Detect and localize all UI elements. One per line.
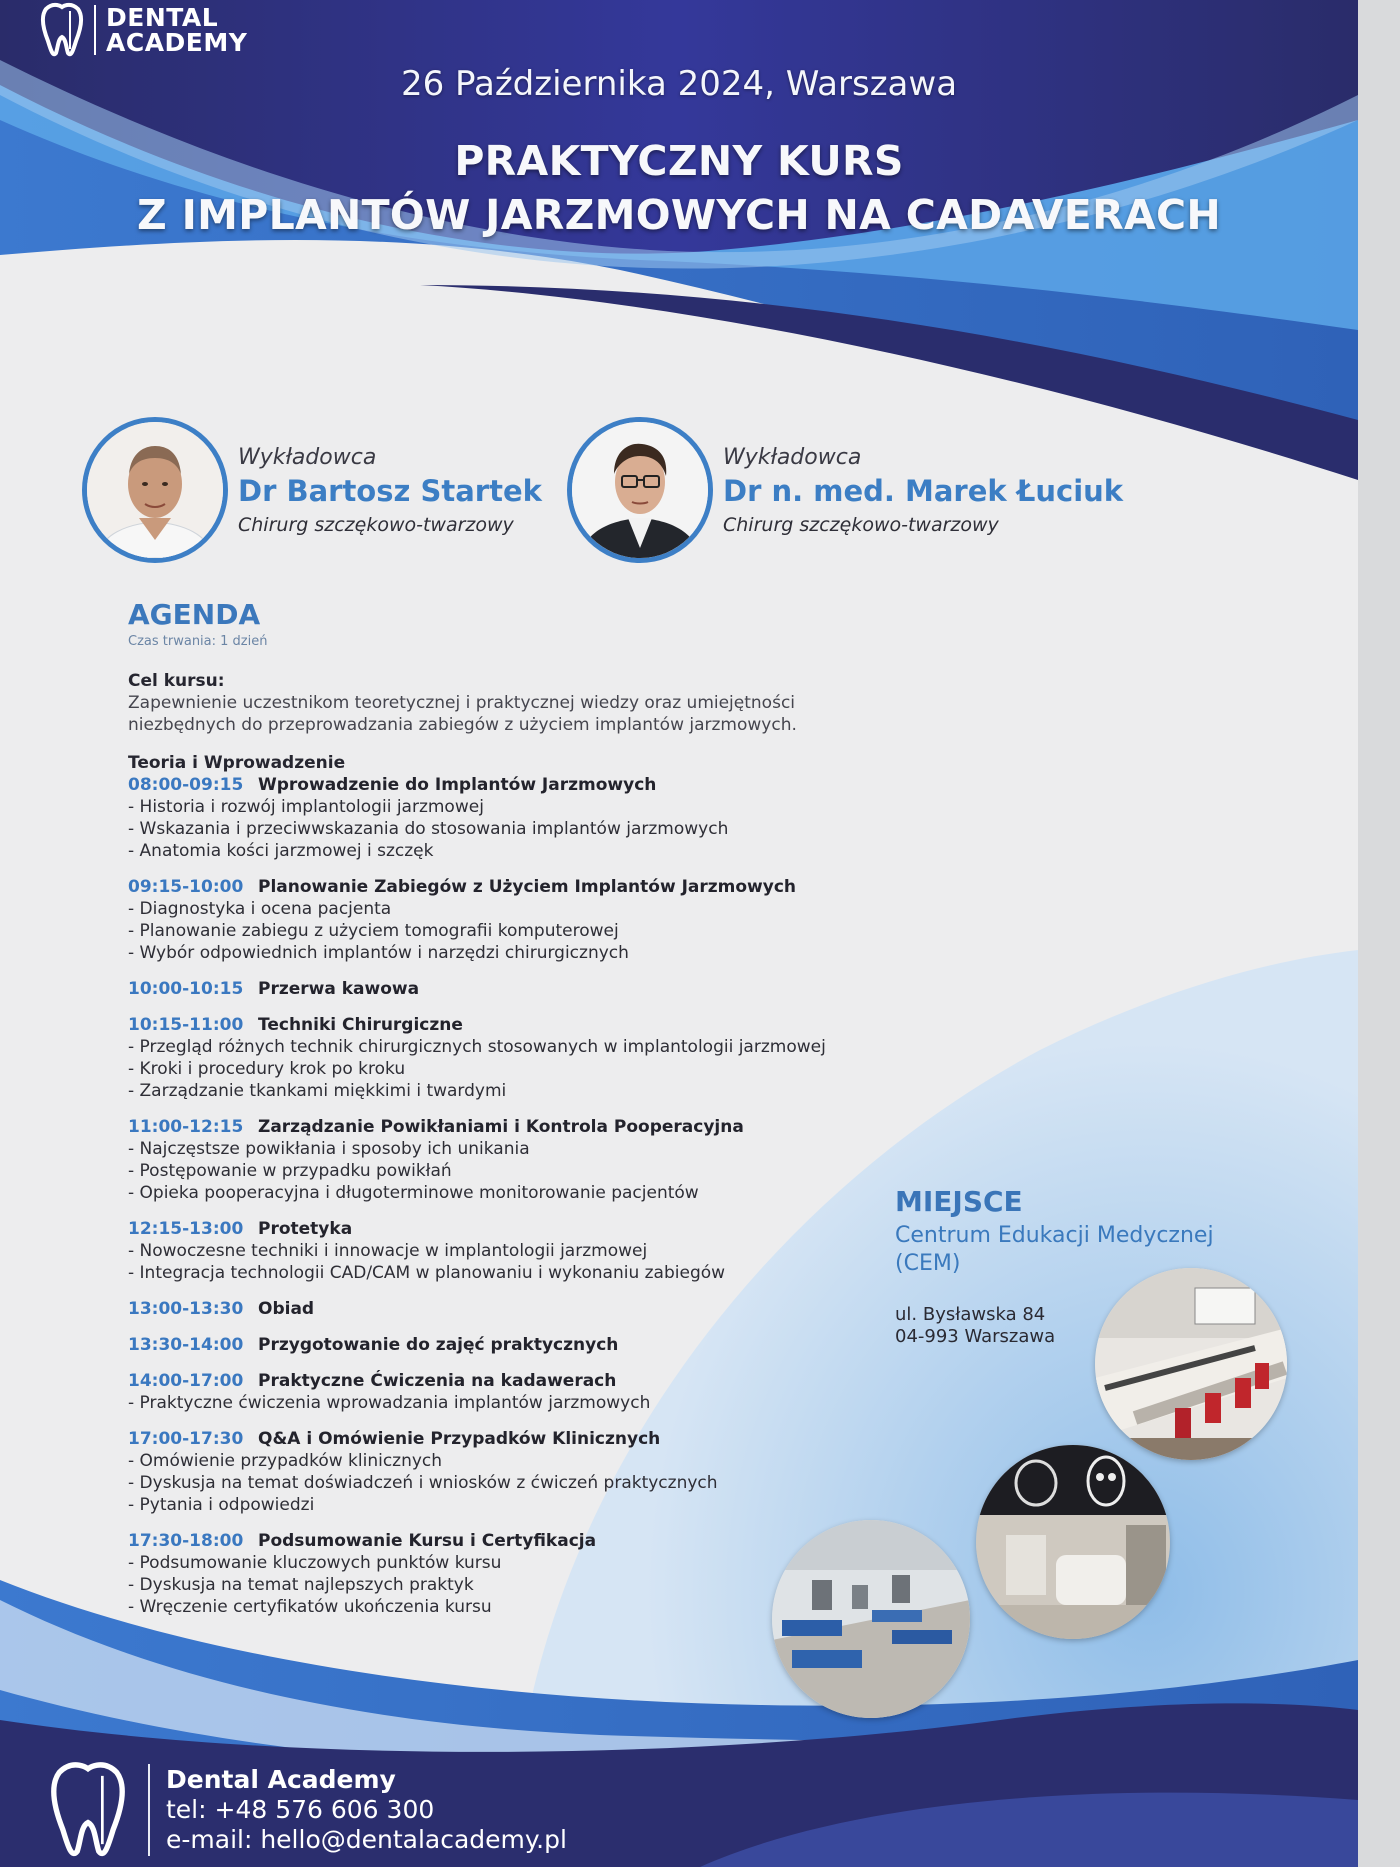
agenda-session — [128, 876, 908, 964]
event-date: 26 Października 2024, Warszawa — [400, 64, 958, 104]
session-title: Praktyczne Ćwiczenia na kadawerach — [258, 1371, 617, 1391]
agenda-session — [128, 1014, 908, 1102]
session-topic: - Wybór odpowiednich implantów i narzędzi chirurgicznych — [128, 943, 629, 963]
lecturer-1-role: Wykładowca — [238, 444, 377, 470]
session-topic: - Historia i rozwój implantologii jarzmowej — [128, 797, 484, 817]
session-topic: - Integracja technologii CAD/CAM w planowaniu i wykonaniu zabiegów — [128, 1263, 726, 1283]
agenda-section — [128, 598, 908, 1618]
goal-text-line-1: Zapewnienie uczestnikom teoretycznej i praktycznej wiedzy oraz umiejętności — [128, 693, 796, 713]
session-header — [128, 1334, 908, 1356]
session-time: 12:15-13:00 — [128, 1219, 244, 1239]
session-title: Obiad — [258, 1299, 315, 1319]
agenda-session — [128, 1218, 908, 1284]
session-time: 14:00-17:00 — [128, 1371, 244, 1391]
session-header — [128, 1370, 908, 1392]
lecturer-1-name: Dr Bartosz Startek — [238, 473, 542, 508]
venue-photo-lab — [772, 1520, 970, 1718]
session-topic: - Dyskusja na temat najlepszych praktyk — [128, 1575, 474, 1595]
session-title: Protetyka — [258, 1219, 353, 1239]
session-header — [128, 774, 908, 796]
session-header — [128, 1218, 908, 1240]
session-topic: - Nowoczesne techniki i innowacje w implantologii jarzmowej — [128, 1241, 648, 1261]
session-time: 17:00-17:30 — [128, 1429, 244, 1449]
agenda-session — [128, 1334, 908, 1356]
footer-divider — [148, 1764, 150, 1856]
session-header — [128, 876, 908, 898]
agenda-session — [128, 1298, 908, 1320]
venue-name-line-2: (CEM) — [895, 1251, 961, 1276]
venue-name — [895, 1222, 1315, 1278]
tooth-icon — [40, 1, 84, 59]
session-topic: - Podsumowanie kluczowych punktów kursu — [128, 1553, 502, 1573]
course-title-line-2: Z IMPLANTÓW JARZMOWYCH NA CADAVERACH — [136, 191, 1222, 239]
session-header — [128, 1116, 908, 1138]
course-goal — [128, 671, 908, 736]
session-header — [128, 978, 908, 1000]
lecturer-card-2 — [567, 415, 1123, 565]
agenda-session — [128, 1116, 908, 1204]
session-topic: - Pytania i odpowiedzi — [128, 1495, 315, 1515]
session-topic: - Wskazania i przeciwwskazania do stosowania implantów jarzmowych — [128, 819, 729, 839]
lecturer-2-portrait — [567, 417, 713, 563]
session-topic: - Wręczenie certyfikatów ukończenia kursu — [128, 1597, 492, 1617]
session-topic: - Planowanie zabiegu z użyciem tomografii komputerowej — [128, 921, 619, 941]
footer-email[interactable]: e-mail: hello@dentalacademy.pl — [166, 1825, 567, 1854]
course-title-line-1: PRAKTYCZNY KURS — [454, 137, 904, 185]
tooth-icon — [40, 1758, 136, 1862]
session-list — [128, 774, 908, 1618]
session-topic: - Praktyczne ćwiczenia wprowadzania implantów jarzmowych — [128, 1393, 651, 1413]
lecturer-2-role: Wykładowca — [723, 444, 862, 470]
session-topic: - Najczęstsze powikłania i sposoby ich unikania — [128, 1139, 530, 1159]
session-topic: - Opieka pooperacyjna i długoterminowe monitorowanie pacjentów — [128, 1183, 699, 1203]
footer — [40, 1755, 567, 1865]
session-topic: - Diagnostyka i ocena pacjenta — [128, 899, 392, 919]
venue-title: MIEJSCE — [895, 1185, 1023, 1218]
agenda-duration: Czas trwania: 1 dzień — [128, 634, 268, 649]
session-title: Podsumowanie Kursu i Certyfikacja — [258, 1531, 597, 1551]
session-topic: - Dyskusja na temat doświadczeń i wniosków z ćwiczeń praktycznych — [128, 1473, 718, 1493]
agenda-session — [128, 1428, 908, 1516]
session-time: 11:00-12:15 — [128, 1117, 244, 1137]
section-heading: Teoria i Wprowadzenie — [128, 753, 346, 773]
footer-brand: Dental Academy — [166, 1765, 396, 1794]
venue-photo-scan-room — [976, 1445, 1170, 1639]
session-title: Planowanie Zabiegów z Użyciem Implantów Jarzmowych — [258, 877, 797, 897]
session-topic: - Postępowanie w przypadku powikłań — [128, 1161, 452, 1181]
session-header — [128, 1530, 908, 1552]
goal-label: Cel kursu: — [128, 671, 225, 691]
session-time: 08:00-09:15 — [128, 775, 244, 795]
session-time: 09:15-10:00 — [128, 877, 244, 897]
footer-contact — [166, 1765, 567, 1855]
logo-text — [106, 5, 247, 55]
logo-line-1: DENTAL — [106, 3, 219, 32]
session-topic: - Anatomia kości jarzmowej i szczęk — [128, 841, 434, 861]
agenda-session — [128, 1370, 908, 1414]
lecturer-1-specialty: Chirurg szczękowo-twarzowy — [238, 513, 514, 536]
agenda-title: AGENDA — [128, 598, 261, 631]
logo-line-2: ACADEMY — [106, 28, 248, 57]
session-topic: - Przegląd różnych technik chirurgicznych stosowanych w implantologii jarzmowej — [128, 1037, 826, 1057]
session-header — [128, 1014, 908, 1036]
footer-phone[interactable]: tel: +48 576 606 300 — [166, 1795, 435, 1824]
venue-photo-classroom — [1095, 1268, 1287, 1460]
dental-academy-logo — [40, 0, 270, 60]
session-title: Przygotowanie do zajęć praktycznych — [258, 1335, 619, 1355]
session-title: Wprowadzenie do Implantów Jarzmowych — [258, 775, 657, 795]
venue-name-line-1: Centrum Edukacji Medycznej — [895, 1223, 1214, 1248]
venue-street: ul. Bysławska 84 — [895, 1304, 1046, 1325]
session-header — [128, 1428, 908, 1450]
session-time: 13:30-14:00 — [128, 1335, 244, 1355]
lecturer-card-1 — [82, 415, 542, 565]
session-topic: - Zarządzanie tkankami miękkimi i twardymi — [128, 1081, 507, 1101]
session-time: 10:15-11:00 — [128, 1015, 244, 1035]
session-topic: - Kroki i procedury krok po kroku — [128, 1059, 406, 1079]
venue-city: 04-993 Warszawa — [895, 1326, 1056, 1347]
session-title: Przerwa kawowa — [258, 979, 420, 999]
agenda-session — [128, 978, 908, 1000]
session-title: Q&A i Omówienie Przypadków Klinicznych — [258, 1429, 661, 1449]
session-time: 10:00-10:15 — [128, 979, 244, 999]
goal-text-line-2: niezbędnych do przeprowadzania zabiegów z użyciem implantów jarzmowych. — [128, 715, 797, 735]
lecturer-2-specialty: Chirurg szczękowo-twarzowy — [723, 513, 999, 536]
session-topic: - Omówienie przypadków klinicznych — [128, 1451, 443, 1471]
lecturer-2-name: Dr n. med. Marek Łuciuk — [723, 473, 1124, 508]
session-time: 17:30-18:00 — [128, 1531, 244, 1551]
logo-divider — [94, 5, 96, 55]
session-time: 13:00-13:30 — [128, 1299, 244, 1319]
session-title: Zarządzanie Powikłaniami i Kontrola Pooperacyjna — [258, 1117, 744, 1137]
lecturer-1-portrait — [82, 417, 228, 563]
agenda-session — [128, 774, 908, 862]
session-header — [128, 1298, 908, 1320]
session-title: Techniki Chirurgiczne — [258, 1015, 463, 1035]
